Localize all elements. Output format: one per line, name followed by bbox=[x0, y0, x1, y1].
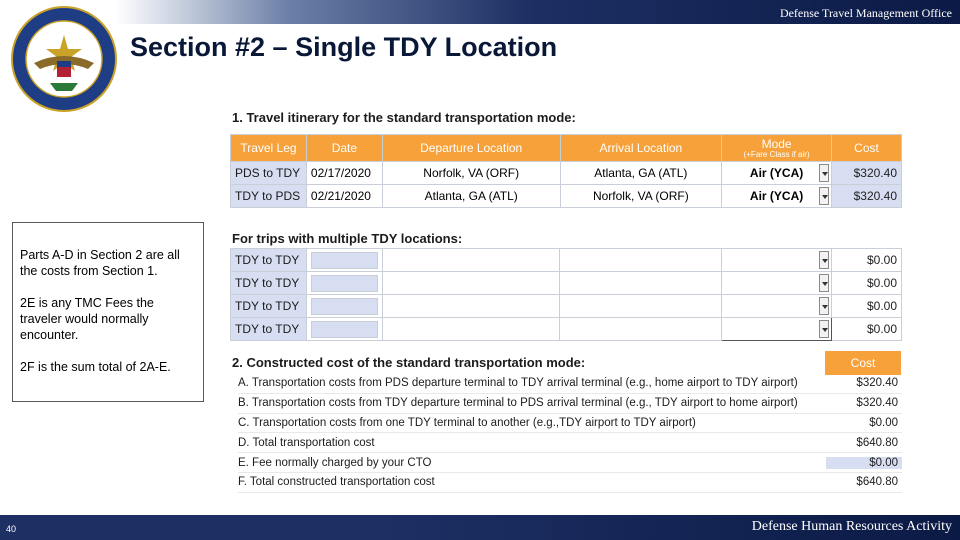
mode-select[interactable] bbox=[722, 162, 832, 185]
leg-cell[interactable]: TDY to TDY bbox=[231, 249, 307, 272]
col-mode bbox=[722, 135, 832, 162]
dropdown-arrow-icon[interactable] bbox=[819, 164, 829, 182]
item-value: $640.80 bbox=[856, 436, 898, 449]
arrival-field[interactable]: Norfolk, VA (ORF) bbox=[560, 185, 722, 208]
explanation-callout bbox=[12, 222, 204, 402]
footer-org-name: Defense Human Resources Activity bbox=[751, 519, 952, 534]
cost-field[interactable]: $0.00 bbox=[832, 295, 902, 318]
item-label: F. Total constructed transportation cost bbox=[238, 476, 435, 489]
col-cost: Cost bbox=[832, 135, 902, 162]
col-mode-label: Mode bbox=[761, 136, 792, 151]
callout-text-parts: Parts A-D in Section 2 are all the costs from Section 1. bbox=[20, 248, 180, 278]
callout-text-total: 2F is the sum total of 2A-E. bbox=[20, 360, 171, 374]
item-label: C. Transportation costs from one TDY terminal to another (e.g.,TDY airport to TDY airport) bbox=[238, 416, 696, 429]
arrival-field[interactable] bbox=[560, 272, 722, 295]
multi-tdy-table bbox=[230, 248, 902, 341]
mode-select[interactable] bbox=[722, 185, 832, 208]
cost-field[interactable]: $320.40 bbox=[832, 162, 902, 185]
list-item bbox=[238, 394, 902, 414]
table-row bbox=[231, 249, 902, 272]
item-label: A. Transportation costs from PDS departure terminal to TDY arrival terminal (e.g., home airport to TDY airport) bbox=[238, 377, 798, 390]
date-input[interactable] bbox=[311, 275, 378, 292]
table-row bbox=[231, 162, 902, 185]
constructed-cost-list bbox=[238, 374, 902, 493]
departure-field[interactable] bbox=[382, 295, 560, 318]
itinerary-heading: 1. Travel itinerary for the standard transportation mode: bbox=[232, 110, 576, 125]
list-item bbox=[238, 374, 902, 394]
date-input[interactable] bbox=[311, 252, 378, 269]
item-value: $0.00 bbox=[869, 416, 898, 429]
multi-tdy-heading: For trips with multiple TDY locations: bbox=[232, 231, 463, 246]
date-field[interactable] bbox=[306, 249, 382, 272]
col-mode-sublabel: (+Fare Class if air) bbox=[743, 149, 810, 159]
item-value: $320.40 bbox=[856, 397, 898, 410]
header-org-name: Defense Travel Management Office bbox=[779, 6, 952, 20]
list-item bbox=[238, 433, 902, 453]
table-row bbox=[231, 318, 902, 341]
cto-fee-field[interactable]: $0.00 bbox=[826, 457, 902, 469]
list-item bbox=[238, 473, 902, 493]
table-row bbox=[231, 295, 902, 318]
col-travel-leg: Travel Leg bbox=[231, 135, 307, 162]
date-field[interactable] bbox=[306, 272, 382, 295]
constructed-cost-heading: 2. Constructed cost of the standard transportation mode: bbox=[232, 355, 586, 370]
date-field[interactable] bbox=[306, 295, 382, 318]
departure-field[interactable] bbox=[382, 272, 560, 295]
dropdown-arrow-icon[interactable] bbox=[819, 320, 829, 338]
leg-cell[interactable]: TDY to PDS bbox=[231, 185, 307, 208]
mode-value: Air (YCA) bbox=[749, 189, 804, 203]
slide-title: Section #2 – Single TDY Location bbox=[130, 32, 558, 62]
leg-cell[interactable]: PDS to TDY bbox=[231, 162, 307, 185]
table-row bbox=[231, 185, 902, 208]
leg-cell[interactable]: TDY to TDY bbox=[231, 295, 307, 318]
page-number: 40 bbox=[6, 524, 17, 534]
cost-field[interactable]: $0.00 bbox=[832, 272, 902, 295]
item-value: $320.40 bbox=[856, 377, 898, 390]
cost-field[interactable]: $320.40 bbox=[832, 185, 902, 208]
itinerary-table bbox=[230, 134, 902, 208]
departure-field[interactable]: Norfolk, VA (ORF) bbox=[382, 162, 560, 185]
list-item bbox=[238, 453, 902, 473]
item-label: D. Total transportation cost bbox=[238, 436, 375, 449]
date-field[interactable]: 02/17/2020 bbox=[306, 162, 382, 185]
item-label: E. Fee normally charged by your CTO bbox=[238, 456, 432, 469]
item-value: $640.80 bbox=[856, 476, 898, 489]
mode-select[interactable] bbox=[722, 249, 832, 272]
leg-cell[interactable]: TDY to TDY bbox=[231, 272, 307, 295]
col-date: Date bbox=[306, 135, 382, 162]
dropdown-arrow-icon[interactable] bbox=[819, 297, 829, 315]
departure-field[interactable] bbox=[382, 249, 560, 272]
list-item bbox=[238, 414, 902, 434]
table-row bbox=[231, 272, 902, 295]
mode-select[interactable] bbox=[722, 272, 832, 295]
mode-select[interactable] bbox=[722, 295, 832, 318]
constructed-cost-header: Cost bbox=[825, 351, 901, 375]
dropdown-arrow-icon[interactable] bbox=[819, 274, 829, 292]
date-field[interactable]: 02/21/2020 bbox=[306, 185, 382, 208]
item-label: B. Transportation costs from TDY departure terminal to PDS arrival terminal (e.g., TDY airport to home airport) bbox=[238, 397, 798, 410]
leg-cell[interactable]: TDY to TDY bbox=[231, 318, 307, 341]
date-input[interactable] bbox=[311, 298, 378, 315]
mode-select[interactable] bbox=[722, 318, 832, 341]
dropdown-arrow-icon[interactable] bbox=[819, 251, 829, 269]
date-field[interactable] bbox=[306, 318, 382, 341]
mode-value: Air (YCA) bbox=[749, 166, 804, 180]
arrival-field[interactable] bbox=[560, 295, 722, 318]
cost-field[interactable]: $0.00 bbox=[832, 318, 902, 341]
callout-text-fees: 2E is any TMC Fees the traveler would normally encounter. bbox=[20, 296, 154, 342]
arrival-field[interactable]: Atlanta, GA (ATL) bbox=[560, 162, 722, 185]
departure-field[interactable] bbox=[382, 318, 560, 341]
cost-field[interactable]: $0.00 bbox=[832, 249, 902, 272]
date-input[interactable] bbox=[311, 321, 378, 338]
dtmo-seal-logo bbox=[10, 5, 118, 113]
arrival-field[interactable] bbox=[560, 318, 722, 341]
dropdown-arrow-icon[interactable] bbox=[819, 187, 829, 205]
col-departure: Departure Location bbox=[382, 135, 560, 162]
departure-field[interactable]: Atlanta, GA (ATL) bbox=[382, 185, 560, 208]
arrival-field[interactable] bbox=[560, 249, 722, 272]
col-arrival: Arrival Location bbox=[560, 135, 722, 162]
